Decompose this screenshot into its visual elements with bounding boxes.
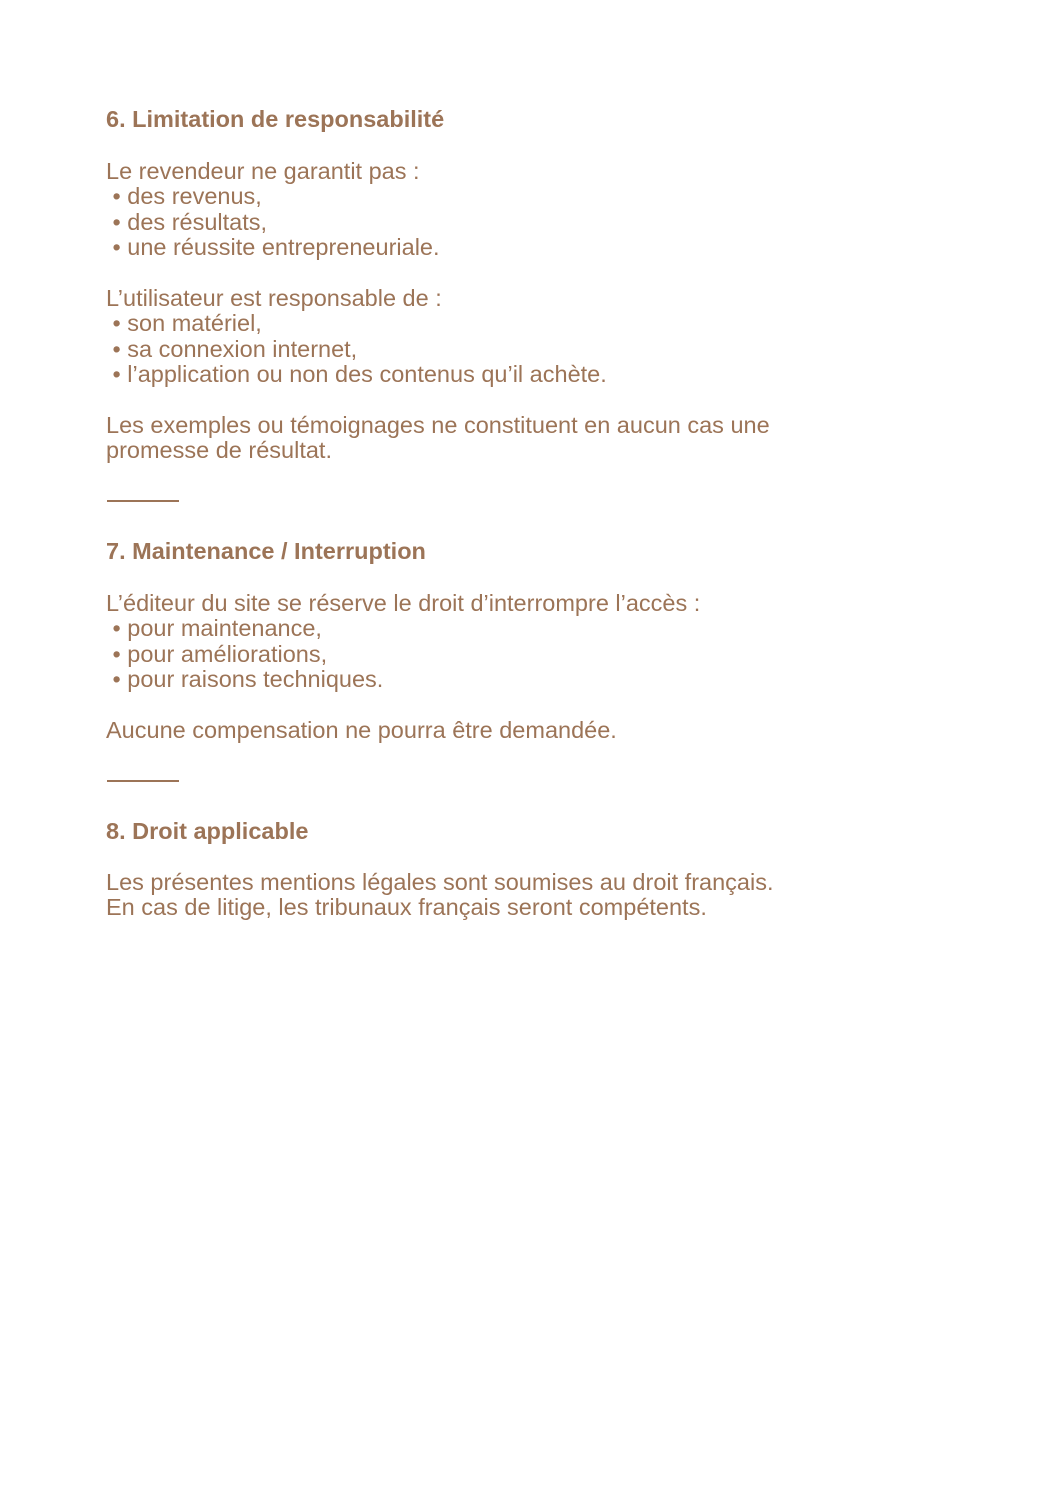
text-line: Les présentes mentions légales sont soumises au droit français. bbox=[106, 869, 774, 895]
list-item: • pour maintenance, bbox=[106, 615, 322, 642]
divider bbox=[107, 780, 179, 782]
list-item: • pour raisons techniques. bbox=[106, 665, 384, 692]
text-line: promesse de résultat. bbox=[106, 437, 332, 464]
section-8-heading: 8. Droit applicable bbox=[106, 818, 309, 844]
intro-line: L’utilisateur est responsable de : bbox=[106, 285, 442, 311]
text-line: Les exemples ou témoignages ne constituent en aucun cas une bbox=[106, 412, 770, 438]
section-6-paragraph bbox=[106, 159, 440, 260]
list-item: • l’application ou non des contenus qu’il achète. bbox=[106, 360, 607, 387]
list-item: • des revenus, bbox=[106, 183, 262, 210]
divider bbox=[107, 500, 179, 502]
text-line: En cas de litige, les tribunaux français seront compétents. bbox=[106, 894, 707, 921]
section-7-paragraph-2: Aucune compensation ne pourra être demandée. bbox=[106, 717, 617, 743]
list-item: • des résultats, bbox=[106, 208, 268, 235]
section-6-paragraph-2 bbox=[106, 286, 607, 387]
section-8-paragraph bbox=[106, 870, 774, 921]
list-item: • sa connexion internet, bbox=[106, 335, 358, 362]
section-7-heading: 7. Maintenance / Interruption bbox=[106, 538, 426, 564]
section-6-heading: 6. Limitation de responsabilité bbox=[106, 106, 445, 132]
section-6-paragraph-3 bbox=[106, 413, 770, 464]
intro-line: Le revendeur ne garantit pas : bbox=[106, 158, 420, 184]
list-item: • une réussite entrepreneuriale. bbox=[106, 233, 440, 260]
section-7-paragraph bbox=[106, 591, 700, 692]
intro-line: L’éditeur du site se réserve le droit d’interrompre l’accès : bbox=[106, 590, 701, 616]
list-item: • pour améliorations, bbox=[106, 640, 328, 667]
list-item: • son matériel, bbox=[106, 310, 262, 337]
